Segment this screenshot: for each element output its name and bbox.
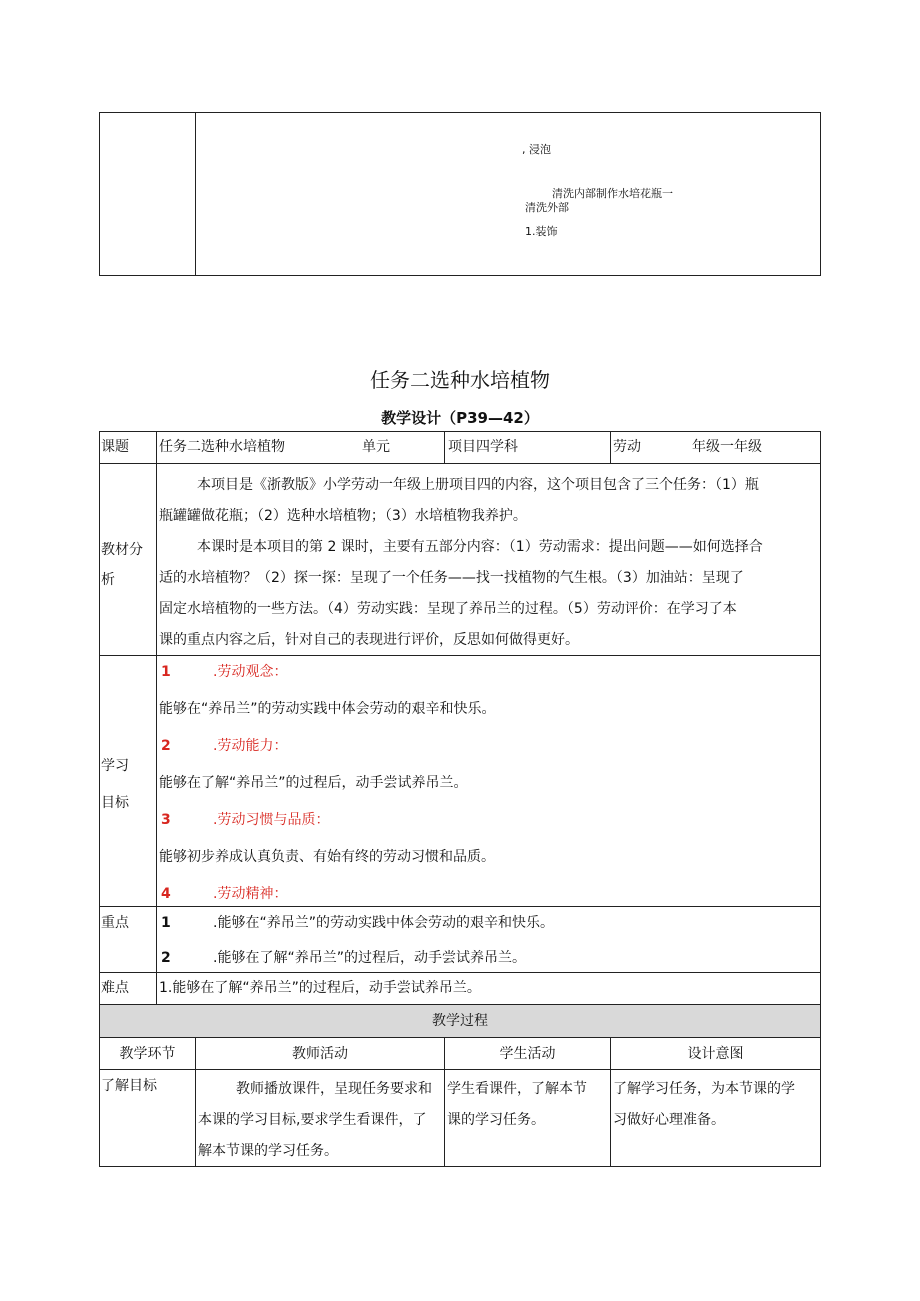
- key-points-label: 重点: [101, 915, 129, 931]
- subject-value: 劳动: [613, 439, 641, 455]
- project-subject-label: 项目四学科: [448, 439, 518, 455]
- page-title: 任务二选种水培植物: [370, 368, 550, 392]
- key-point-2-text: .能够在了解“养吊兰”的过程后，动手尝试养吊兰。: [213, 950, 526, 966]
- diagram-text-soak: , 浸泡: [522, 143, 551, 156]
- topic-label: 课题: [101, 439, 129, 455]
- goal-2-title: .劳动能力：: [213, 738, 288, 754]
- material-label-1: 教材分: [101, 542, 143, 558]
- key-point-1-number: 1: [161, 915, 171, 931]
- process-header-intent: 设计意图: [687, 1046, 744, 1062]
- key-point-1-text: .能够在“养吊兰”的劳动实践中体会劳动的艰辛和快乐。: [213, 915, 554, 931]
- diagram-text-decorate: 1.装饰: [525, 225, 558, 238]
- difficulty-label: 难点: [101, 980, 129, 996]
- goals-label-2: 目标: [101, 795, 129, 811]
- process-student-activity: 学生看课件，了解本节 课的学习任务。: [447, 1081, 587, 1128]
- process-title: 教学过程: [432, 1013, 488, 1029]
- unit-label: 单元: [362, 439, 390, 455]
- goal-1-number: 1: [161, 664, 171, 680]
- process-header-student: 学生活动: [499, 1046, 556, 1062]
- goal-1-text: 能够在“养吊兰”的劳动实践中体会劳动的艰辛和快乐。: [159, 701, 496, 717]
- goal-4-number: 4: [161, 886, 171, 902]
- diagram-text-clean-outside: 清洗外部: [525, 201, 569, 214]
- process-header-stage: 教学环节: [119, 1046, 176, 1062]
- goals-label-1: 学习: [101, 758, 129, 774]
- goal-1-title: .劳动观念：: [213, 664, 288, 680]
- material-paragraph-1: 本项目是《浙教版》小学劳动一年级上册项目四的内容，这个项目包含了三个任务：（1）瓶 瓶罐罐做花瓶；（2）选种水培植物；（3）水培植物我养护。 本课时是本项目的第 2 课时，主要有五部分内容：（1）劳动需求：提出问题——如何选择合 适的水培植物？（2）探一探：呈现了一个任务——找一找植物的气生根。（3）加油站：呈现了 固定水培植物的一些方法。（4）劳动实践：呈现了养吊兰的过程。（5）劳动评价：在学习了本 课的重点内容之后，针对自己的表现进行评价，反思如何做得更好。: [159, 477, 763, 648]
- grade-value: 年级一年级: [692, 439, 762, 455]
- goal-3-text: 能够初步养成认真负责、有始有终的劳动习惯和品质。: [159, 849, 495, 865]
- key-point-2-number: 2: [161, 950, 171, 966]
- diagram-text-clean-inside: 清洗内部制作水培花瓶一: [552, 187, 673, 200]
- goal-3-title: .劳动习惯与品质：: [213, 812, 330, 828]
- process-teacher-activity: 教师播放课件，呈现任务要求和 本课的学习目标,要求学生看课件，了 解本节课的学习任务。: [198, 1081, 432, 1159]
- page-subtitle: 教学设计（P39—42）: [381, 409, 539, 427]
- process-header-teacher: 教师活动: [292, 1046, 348, 1062]
- material-label-2: 析: [101, 572, 115, 588]
- process-stage: 了解目标: [101, 1078, 157, 1094]
- goal-4-title: .劳动精神：: [213, 886, 288, 902]
- goal-2-number: 2: [161, 738, 171, 754]
- difficulty-text: 1.能够在了解“养吊兰”的过程后，动手尝试养吊兰。: [159, 980, 481, 996]
- goal-3-number: 3: [161, 812, 171, 828]
- process-design-intent: 了解学习任务，为本节课的学 习做好心理准备。: [613, 1081, 795, 1128]
- goal-2-text: 能够在了解“养吊兰”的过程后，动手尝试养吊兰。: [159, 775, 468, 791]
- topic-value: 任务二选种水培植物: [159, 439, 285, 455]
